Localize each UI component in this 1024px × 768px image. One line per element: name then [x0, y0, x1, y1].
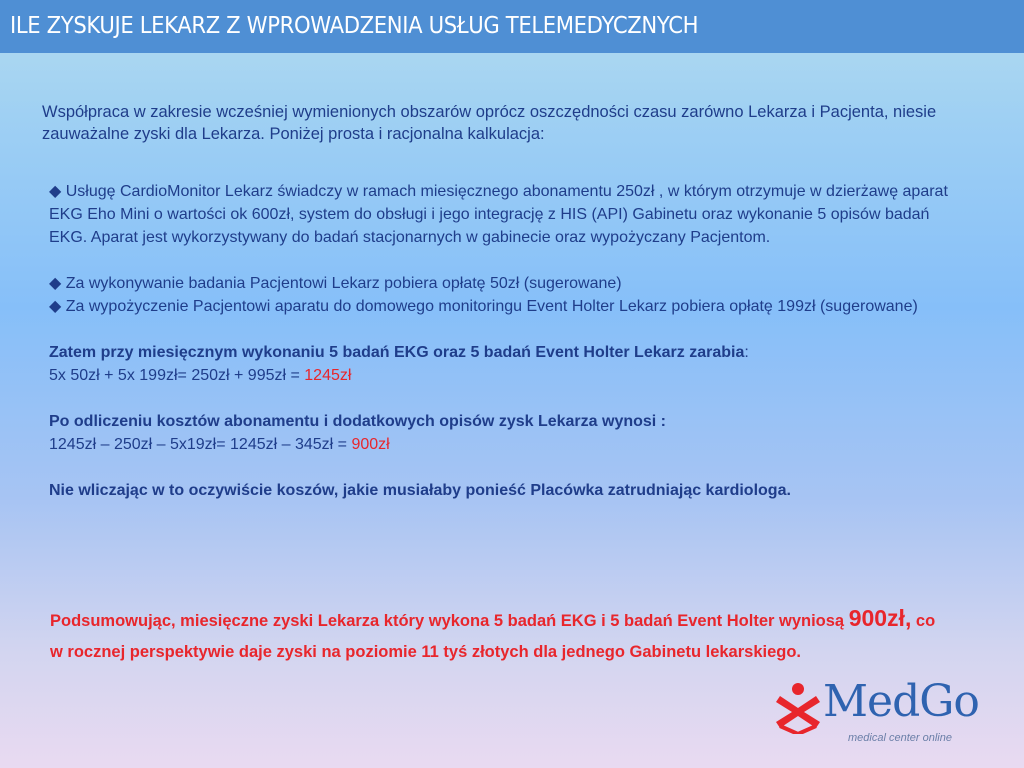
calc2-formula-text: 1245zł – 250zł – 5x19zł= 1245zł – 345zł =: [49, 436, 352, 453]
calc1-heading-text: Zatem przy miesięcznym wykonaniu 5 badań EKG oraz 5 badań Event Holter Lekarz zarabia: [49, 344, 745, 361]
calc1-colon: :: [744, 344, 749, 361]
bullet-cardiomonitor: ◆ Usługę CardioMonitor Lekarz świadczy w ramach miesięcznego abonamentu 250zł , w którym otrzymuje w dzierżawę aparat EKG Eho Mini o wartości ok 600zł, system do obsługi i jego integrację z HIS (API) Gabinetu oraz wykonanie 5 opisów badań EKG. Aparat jest wykorzystywany do badań stacjonarnych w gabinecie oraz wypożyczany Pacjentom.: [49, 183, 948, 246]
summary-amount: 900zł,: [848, 605, 912, 631]
calc2-heading: Po odliczeniu kosztów abonamentu i dodatkowych opisów zysk Lekarza wynosi :: [49, 413, 666, 430]
calc1-formula-text: 5x 50zł + 5x 199zł= 250zł + 995zł =: [49, 367, 305, 384]
calc2-formula: [49, 433, 949, 456]
calc1-heading: [49, 341, 949, 364]
bullet-holter-fee: ◆ Za wypożyczenie Pacjentowi aparatu do domowego monitoringu Event Holter Lekarz pobiera opłatę 199zł (sugerowane): [49, 298, 918, 315]
summary-part2: co w rocznej perspektywie daje zyski na poziomie 11 tyś złotych dla jednego Gabinetu lekarskiego.: [50, 612, 936, 661]
page-title: ILE ZYSKUJE LEKARZ Z WPROWADZENIA USŁUG TELEMEDYCZNYCH: [10, 13, 699, 39]
logo-name: MedGo: [823, 676, 979, 727]
title-bar: [0, 0, 1024, 53]
medgo-logo: [776, 676, 996, 750]
intro-paragraph: Współpraca w zakresie wcześniej wymienionych obszarów oprócz oszczędności czasu zarówno Lekarza i Pacjenta, niesie zauważalne zyski dla Lekarza. Poniżej prosta i racjonalna kalkulacja:: [42, 103, 937, 143]
content-box: [49, 180, 949, 502]
note-paragraph: Nie wliczając w to oczywiście koszów, jakie musiałaby ponieść Placówka zatrudniając kardiologa.: [49, 482, 791, 499]
calc1-formula: [49, 364, 949, 387]
bullet-exam-fee: ◆ Za wykonywanie badania Pacjentowi Lekarz pobiera opłatę 50zł (sugerowane): [49, 275, 622, 292]
medgo-logo-icon: [776, 682, 820, 734]
summary-paragraph: [50, 603, 950, 668]
calc1-result: 1245zł: [304, 367, 352, 384]
logo-tagline: medical center online: [848, 732, 952, 744]
summary-part1: Podsumowując, miesięczne zyski Lekarza który wykona 5 badań EKG i 5 badań Event Holter wyniosą: [50, 612, 849, 630]
calc2-result: 900zł: [351, 436, 390, 453]
